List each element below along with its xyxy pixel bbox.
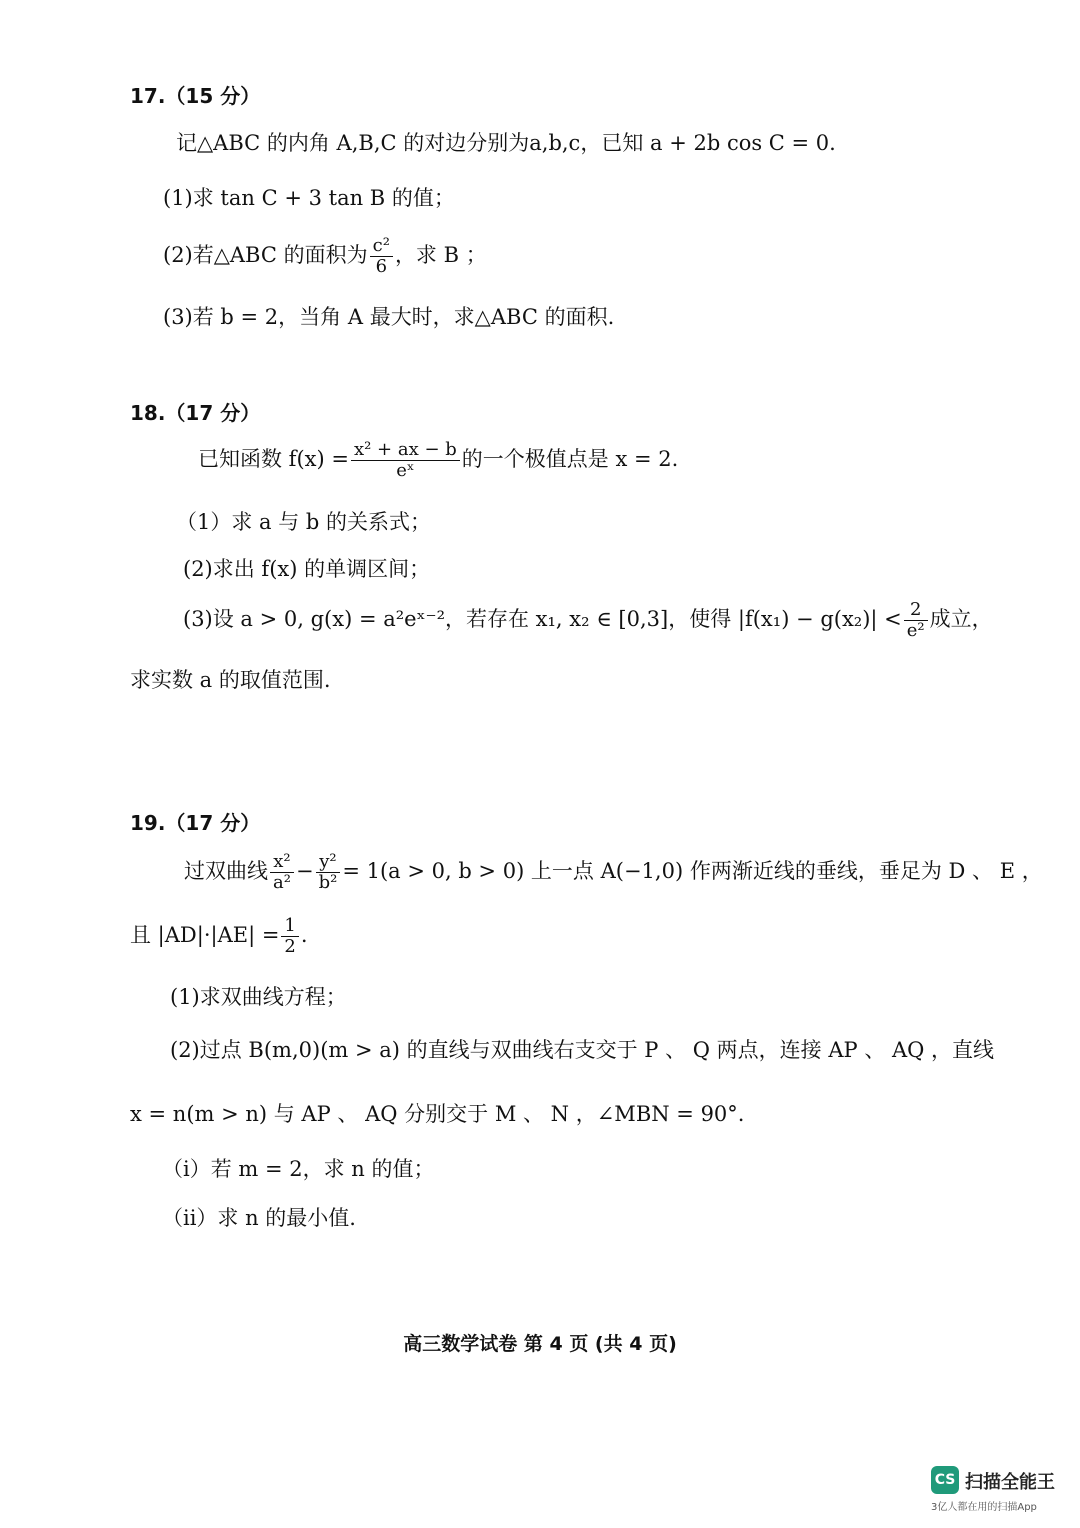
q18-part1: （1）求 a 与 b 的关系式；: [176, 510, 432, 534]
q19-condition-post: .: [300, 922, 308, 947]
q17-heading: 17.（15 分）: [130, 84, 261, 108]
q18-part3-continued: 求实数 a 的取值范围.: [130, 668, 331, 692]
q19-condition: [130, 916, 308, 957]
q18-part2: (2)求出 f(x) 的单调区间；: [183, 557, 431, 581]
q19-stem: [184, 852, 1043, 893]
fraction-denominator: b²: [318, 871, 338, 893]
fraction-numerator: c²: [370, 236, 393, 257]
q19-x-fraction: [270, 852, 294, 893]
q19-half-fraction: [281, 916, 298, 957]
q18-part3-post: 成立，: [929, 606, 993, 631]
q17-part1: (1)求 tan C + 3 tan B 的值；: [163, 186, 455, 210]
watermark-app-name: 扫描全能王: [965, 1472, 1055, 1493]
fraction-denominator: a²: [273, 871, 291, 893]
fraction-denominator: e²: [906, 619, 925, 641]
q18-stem-pre: 已知函数 f(x) =: [198, 446, 349, 471]
q17-part2-pre: (2)若△ABC 的面积为: [163, 242, 368, 267]
scanner-watermark: [931, 1466, 1071, 1514]
fraction-numerator: x² + ax − b: [351, 440, 460, 461]
q17-area-fraction: [370, 236, 393, 277]
fraction-denominator: 2: [284, 935, 296, 957]
q19-stem-post: = 1(a > 0, b > 0) 上一点 A(−1,0) 作两渐近线的垂线，垂足为 D 、 E ，: [342, 858, 1043, 883]
fraction-numerator: x²: [270, 852, 294, 873]
fraction-numerator: 2: [904, 600, 928, 621]
q19-part2-ii: （ii）求 n 的最小值.: [162, 1206, 356, 1230]
q18-heading: 18.（17 分）: [130, 401, 261, 425]
q19-part1: (1)求双曲线方程；: [170, 985, 347, 1009]
q18-function-fraction: [351, 440, 460, 481]
q19-y-fraction: [316, 852, 341, 893]
q17-stem: 记△ABC 的内角 A,B,C 的对边分别为a,b,c，已知 a + 2b cos C = 0.: [176, 131, 836, 155]
fraction-denominator: eˣ: [396, 459, 415, 481]
q19-part2: (2)过点 B(m,0)(m > a) 的直线与双曲线右支交于 P 、 Q 两点，连接 AP 、 AQ ，直线: [170, 1038, 995, 1062]
q17-part2-post: ，求 B ；: [394, 242, 487, 267]
q19-part2-i: （i）若 m = 2，求 n 的值；: [162, 1157, 435, 1181]
q18-bound-fraction: [904, 600, 928, 641]
fraction-denominator: 6: [375, 255, 388, 277]
minus-sign: −: [295, 858, 314, 883]
q19-stem-pre: 过双曲线: [184, 858, 268, 883]
q18-part3: [183, 600, 993, 641]
q18-part3-pre: (3)设 a > 0, g(x) = a²eˣ⁻²，若存在 x₁, x₂ ∈ [0,3]，使得 |f(x₁) − g(x₂)| <: [183, 606, 902, 631]
q18-stem: [198, 440, 678, 481]
page-footer: 高三数学试卷 第 4 页 (共 4 页): [403, 1333, 677, 1355]
q18-stem-post: 的一个极值点是 x = 2.: [461, 446, 679, 471]
q19-heading: 19.（17 分）: [130, 811, 261, 835]
fraction-numerator: 1: [281, 916, 298, 937]
fraction-numerator: y²: [316, 852, 341, 873]
q19-condition-pre: 且 |AD|·|AE| =: [130, 922, 280, 947]
q17-part3: (3)若 b = 2，当角 A 最大时，求△ABC 的面积.: [163, 305, 615, 329]
q19-part2-continued: x = n(m > n) 与 AP 、 AQ 分别交于 M 、 N ，∠MBN = 90°.: [130, 1102, 745, 1126]
q17-part2: [163, 236, 487, 277]
camscanner-logo-icon: CS: [931, 1466, 959, 1494]
watermark-tagline: 3亿人都在用的扫描App: [931, 1502, 1037, 1513]
